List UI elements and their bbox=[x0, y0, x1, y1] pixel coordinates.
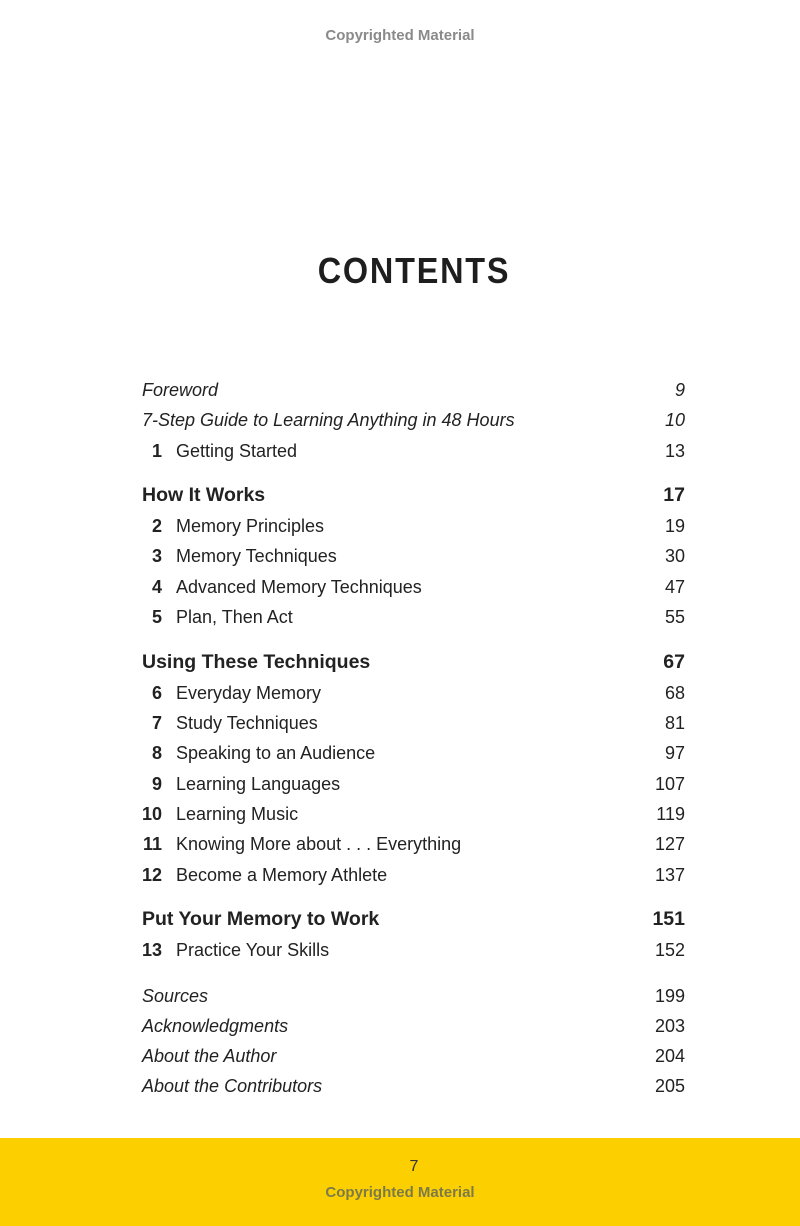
entry-page: 81 bbox=[664, 713, 685, 733]
toc-entry-parts bbox=[142, 650, 685, 674]
footer-band bbox=[0, 1138, 800, 1226]
entry-page: 67 bbox=[663, 651, 685, 673]
entry-title: Learning Music bbox=[176, 804, 299, 824]
toc-entry-chapters bbox=[142, 772, 685, 796]
entry-page: 199 bbox=[654, 986, 685, 1006]
entry-page: 30 bbox=[664, 546, 685, 566]
toc-entry-back bbox=[142, 1044, 685, 1068]
entry-page: 203 bbox=[654, 1016, 685, 1036]
toc-entry-chapters bbox=[142, 575, 685, 599]
entry-page: 107 bbox=[654, 774, 685, 794]
entry-title: Learning Languages bbox=[176, 774, 341, 794]
page-title: CONTENTS bbox=[317, 250, 511, 291]
toc-entry-chapters bbox=[142, 711, 685, 735]
toc-entry-chapters bbox=[142, 514, 685, 538]
copyright-footer: Copyrighted Material bbox=[325, 1184, 475, 1201]
entry-page: 55 bbox=[664, 607, 685, 627]
entry-title: 7-Step Guide to Learning Anything in 48 Hours bbox=[142, 410, 515, 430]
chapter-number: 12 bbox=[142, 865, 163, 885]
toc-entry-parts bbox=[142, 483, 685, 507]
entry-title: Speaking to an Audience bbox=[176, 743, 376, 763]
entry-title: Put Your Memory to Work bbox=[142, 908, 380, 930]
chapter-number: 5 bbox=[151, 607, 162, 627]
entry-page: 10 bbox=[664, 410, 685, 430]
toc-entry-front bbox=[142, 378, 685, 402]
entry-page: 13 bbox=[664, 441, 685, 461]
entry-page: 97 bbox=[664, 743, 685, 763]
chapter-number: 7 bbox=[151, 713, 162, 733]
chapter-number: 13 bbox=[142, 940, 163, 960]
chapter-number: 2 bbox=[151, 516, 162, 536]
entry-title: How It Works bbox=[142, 484, 266, 506]
toc-entry-chapters bbox=[142, 544, 685, 568]
entry-title: Memory Techniques bbox=[176, 546, 337, 566]
entry-title: Advanced Memory Techniques bbox=[176, 577, 422, 597]
entry-title: Plan, Then Act bbox=[176, 607, 293, 627]
toc-entry-parts bbox=[142, 907, 685, 931]
toc-entry-chapters bbox=[142, 741, 685, 765]
toc-entry-chapters bbox=[142, 439, 685, 463]
toc-entry-chapters bbox=[142, 605, 685, 629]
toc-entry-back bbox=[142, 1074, 685, 1098]
entry-page: 119 bbox=[656, 804, 685, 824]
entry-page: 9 bbox=[674, 380, 685, 400]
copyright-header: Copyrighted Material bbox=[325, 27, 475, 44]
entry-page: 137 bbox=[654, 865, 685, 885]
entry-page: 19 bbox=[664, 516, 685, 536]
page-number: 7 bbox=[409, 1158, 419, 1175]
entry-title: Foreword bbox=[142, 380, 219, 400]
entry-title: Study Techniques bbox=[176, 713, 318, 733]
entry-page: 68 bbox=[664, 683, 685, 703]
entry-title: Everyday Memory bbox=[176, 683, 322, 703]
toc-entry-chapters bbox=[142, 832, 685, 856]
entry-title: Memory Principles bbox=[176, 516, 325, 536]
chapter-number: 11 bbox=[142, 834, 162, 854]
entry-page: 17 bbox=[663, 484, 685, 506]
toc-entry-front bbox=[142, 408, 685, 432]
entry-page: 152 bbox=[654, 940, 685, 960]
entry-title: Practice Your Skills bbox=[176, 940, 330, 960]
toc-entry-chapters bbox=[142, 938, 685, 962]
entry-title: Getting Started bbox=[176, 441, 298, 461]
chapter-number: 3 bbox=[151, 546, 162, 566]
toc-entry-chapters bbox=[142, 863, 685, 887]
entry-page: 47 bbox=[664, 577, 685, 597]
chapter-number: 8 bbox=[151, 743, 162, 763]
chapter-number: 10 bbox=[142, 804, 163, 824]
entry-title: About the Contributors bbox=[142, 1076, 323, 1096]
chapter-number: 6 bbox=[151, 683, 162, 703]
chapter-number: 9 bbox=[151, 774, 162, 794]
entry-page: 151 bbox=[652, 908, 685, 930]
entry-page: 127 bbox=[654, 834, 685, 854]
entry-title: Using These Techniques bbox=[142, 651, 371, 673]
chapter-number: 1 bbox=[151, 441, 162, 461]
toc-entry-back bbox=[142, 984, 685, 1008]
entry-title: Sources bbox=[142, 986, 209, 1006]
chapter-number: 4 bbox=[151, 577, 162, 597]
entry-title: Acknowledgments bbox=[142, 1016, 289, 1036]
toc-entry-back bbox=[142, 1014, 685, 1038]
entry-page: 205 bbox=[654, 1076, 685, 1096]
entry-page: 204 bbox=[654, 1046, 685, 1066]
toc-entry-chapters bbox=[142, 802, 685, 826]
entry-title: Knowing More about . . . Everything bbox=[176, 834, 462, 854]
toc-entry-chapters bbox=[142, 681, 685, 705]
entry-title: Become a Memory Athlete bbox=[176, 865, 388, 885]
entry-title: About the Author bbox=[142, 1046, 277, 1066]
